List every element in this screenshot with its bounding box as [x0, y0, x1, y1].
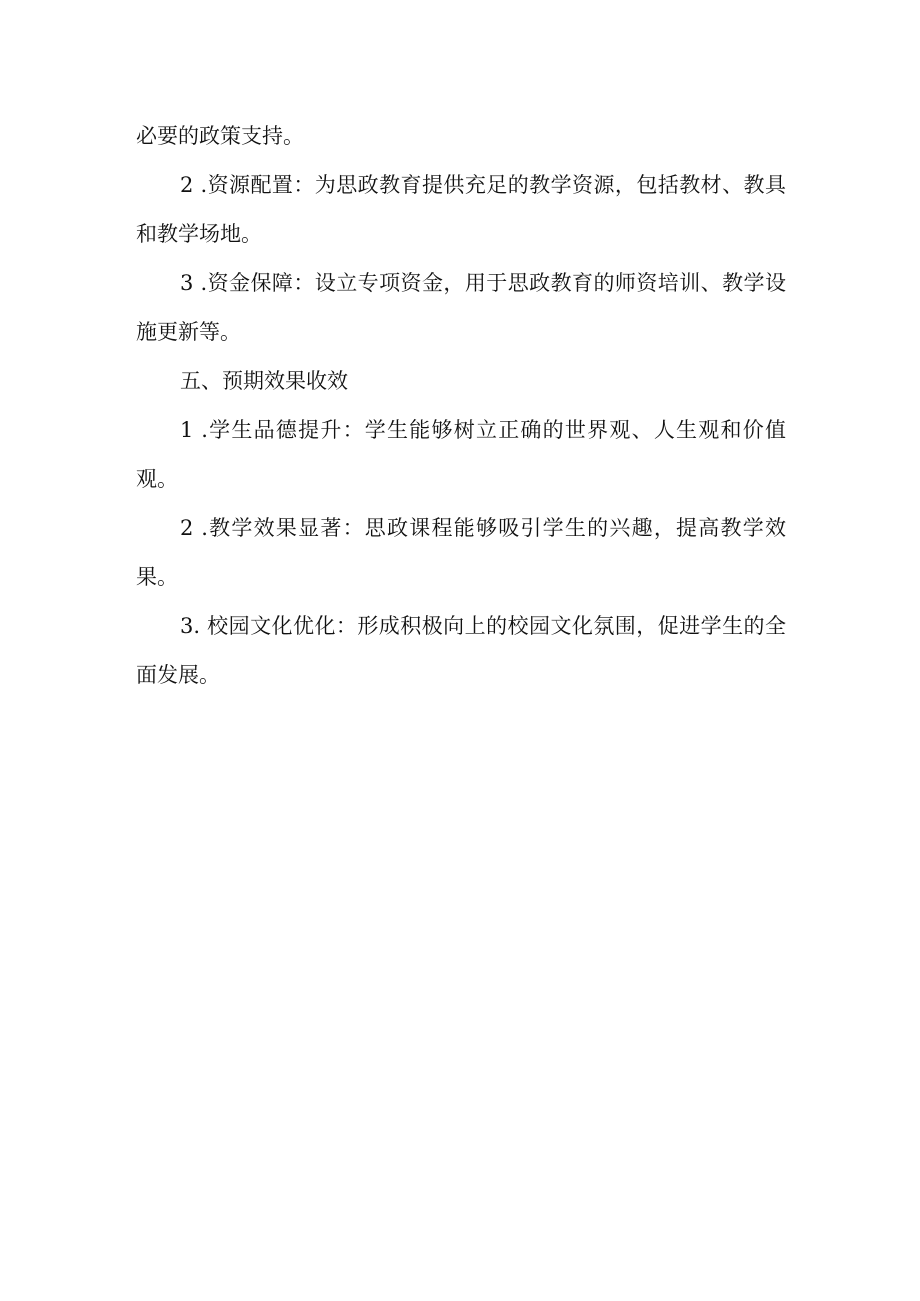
paragraph-resource-allocation: 2 .资源配置：为思政教育提供充足的教学资源，包括教材、教具和教学场地。 [136, 173, 786, 246]
document-body [136, 112, 786, 700]
paragraph-student-morality: 1 .学生品德提升：学生能够树立正确的世界观、人生观和价值观。 [136, 418, 786, 491]
paragraph-teaching-effect: 2 .教学效果显著：思政课程能够吸引学生的兴趣，提高教学效果。 [136, 516, 786, 589]
section-heading-expected-effects: 五、预期效果收效 [180, 369, 348, 393]
paragraph-policy-support-end: 必要的政策支持。 [136, 124, 304, 148]
paragraph-funding-guarantee: 3 .资金保障：设立专项资金，用于思政教育的师资培训、教学设施更新等。 [136, 271, 786, 344]
paragraph-campus-culture: 3. 校园文化优化：形成积极向上的校园文化氛围，促进学生的全面发展。 [136, 614, 786, 687]
